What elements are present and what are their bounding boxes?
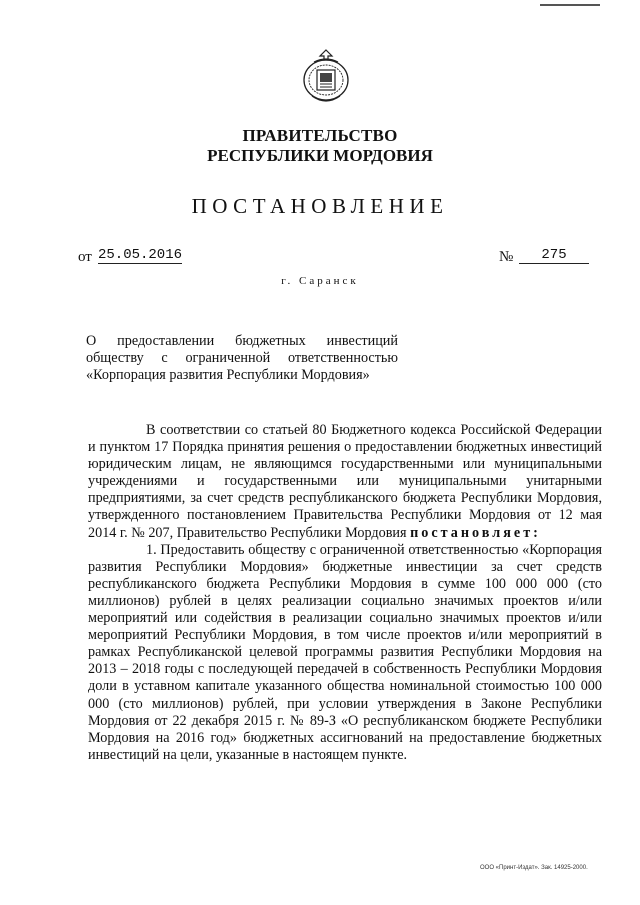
subject-line: обществу с ограниченной ответственностью <box>86 350 398 366</box>
subject-line: О предоставлении бюджетных инвестиций <box>86 333 398 349</box>
printer-imprint: ООО «Принт-Издат». Зак. 14925-2000. <box>480 865 588 871</box>
number-value: 275 <box>519 247 589 264</box>
city: г. Саранск <box>281 275 359 287</box>
subject-block <box>86 333 398 384</box>
document-body <box>88 422 602 764</box>
preamble-paragraph <box>88 422 602 542</box>
number-label: № <box>499 249 514 265</box>
subject-line: «Корпорация развития Республики Мордовия» <box>86 367 370 383</box>
date-value: 25.05.2016 <box>98 247 183 263</box>
item-1-paragraph: 1. Предоставить обществу с ограниченной ответственностью «Корпорация развития Республики Мордовия» бюджетные инвестиции за счет средств республиканского бюджета Республики Мордовия в сумме 100 000 000 (сто миллионов) рублей в целях реализации социально значимых проектов и/или мероприятий или содействия в реализации социально значимых проектов и/или мероприятий Республики Мордовия, в том числе проектов и/или мероприятий в рамках Республиканской целевой программы развития Республики Мордовия на 2013 – 2018 годы с последующей передачей в собственность Республики Мордовия доли в уставном капитале указанного общества номинальной стоимостью 100 000 000 (сто миллионов) рублей, при условии утверждения в Законе Республики Мордовия от 22 декабря 2015 г. № 89-З «О республиканском бюджете Республики Мордовия на 2016 год» бюджетных ассигнований на предоставление бюджетных инвестиций на цели, указанные в настоящем пункте. <box>88 541 602 763</box>
preamble-text: В соответствии со статьей 80 Бюджетного кодекса Российской Федерации и пунктом 17 Порядка принятия решения о предоставлении бюджетных инвестиций юридическим лицам, не являющимся государственными или муниципальными учреждениями и государственными или муниципальными унитарными предприятиями, за счет средств республиканского бюджета Республики Мордовия, утвержденного постановлением Правительства Республики Мордовия от 12 мая 2014 г. № 207, Правительство Республики Мордовия <box>88 422 602 541</box>
organization-name-line1: ПРАВИТЕЛЬСТВО <box>242 126 398 145</box>
organization-name-line2: РЕСПУБЛИКИ МОРДОВИЯ <box>207 146 433 165</box>
document-type: ПОСТАНОВЛЕНИЕ <box>191 194 449 218</box>
resolves-word: постановляет: <box>410 524 541 541</box>
date-label: от <box>78 249 92 265</box>
scan-artifact <box>540 4 600 6</box>
coat-of-arms-icon <box>302 48 350 106</box>
